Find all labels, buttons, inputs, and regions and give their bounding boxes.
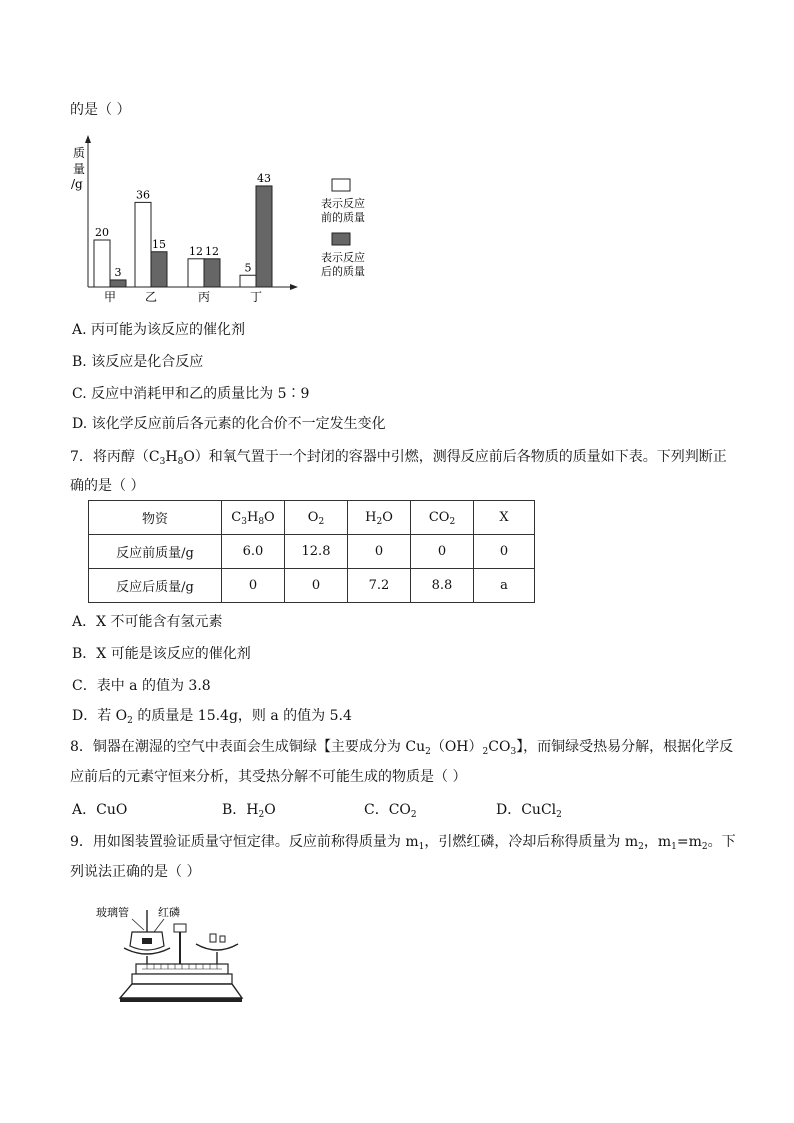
table-cell: 0 — [348, 535, 411, 569]
table-cell: 8.8 — [411, 569, 474, 603]
y-axis-label-3: /g — [71, 177, 83, 191]
table-row1-label: 反应前质量/g — [89, 535, 222, 569]
legend-swatch-after — [332, 233, 350, 245]
bar-value-label: 5 — [244, 261, 252, 275]
category-tick-label: 丁 — [249, 290, 263, 303]
table-cell: 6.0 — [222, 535, 285, 569]
q6-option-a[interactable]: A. 丙可能为该反应的催化剂 — [72, 322, 246, 338]
q9-stem-line2: 列说法正确的是（ ） — [70, 864, 201, 880]
bar-value-label: 43 — [257, 171, 271, 185]
category-tick-label: 丙 — [197, 290, 211, 303]
bar-before-1 — [135, 202, 151, 287]
category-tick-label: 乙 — [144, 290, 158, 303]
table-header-c3h8o: $C_3H_8O$ — [222, 501, 285, 535]
table-cell: 7.2 — [348, 569, 411, 603]
legend-label-before-1: 表示反应 — [321, 197, 365, 210]
label-glass-tube: 玻璃管 — [96, 906, 129, 919]
x-axis-arrow — [290, 284, 298, 290]
bar-before-2 — [188, 259, 204, 287]
bar-after-2 — [204, 259, 220, 287]
y-axis-label-2: 量 — [73, 162, 86, 176]
legend-label-before-2: 前的质量 — [321, 211, 365, 224]
table-header-label: 物资 — [89, 501, 222, 535]
q6-option-b[interactable]: B. 该反应是化合反应 — [72, 354, 204, 370]
y-axis-arrow — [85, 135, 91, 143]
bar-value-label: 20 — [95, 226, 109, 239]
q7-option-a[interactable]: A．X 不可能含有氢元素 — [72, 614, 223, 630]
bar-value-label: 36 — [136, 188, 150, 202]
balance-apparatus-figure — [92, 900, 252, 1005]
legend-swatch-before — [332, 179, 350, 191]
bar-before-0 — [94, 240, 110, 287]
q8-option-d[interactable]: D．CuCl$_2$ — [496, 802, 562, 820]
q8-stem-line2: 应前后的元素守恒来分析，其受热分解不可能生成的物质是（ ） — [70, 769, 467, 785]
table-cell: 12.8 — [285, 535, 348, 569]
table-header-x: X — [474, 501, 535, 535]
q7-mass-table — [88, 500, 535, 603]
bar-after-1 — [151, 252, 167, 287]
q9-stem: 9．用如图装置验证质量守恒定律。反应前称得质量为 $m_1$，引燃红磷，冷却后称得质量为 $m_2$，$m_1=m_2$。下 — [70, 834, 736, 852]
category-tick-label: 甲 — [103, 290, 117, 303]
table-row2-label: 反应后质量/g — [89, 569, 222, 603]
q7-stem: 7．将丙醇$(C_3H_8O)$和氧气置于一个封闭的容器中引燃，测得反应前后各物质的质量如下表。下列判断正 — [70, 449, 727, 467]
table-cell: 0 — [474, 535, 535, 569]
table-header-o2: $O_2$ — [285, 501, 348, 535]
mass-bar-chart — [66, 135, 386, 303]
q8-option-b[interactable]: B．$H_2O$ — [222, 802, 276, 820]
table-header-co2: $CO_2$ — [411, 501, 474, 535]
q8-option-a[interactable]: A．CuO — [72, 802, 128, 818]
y-axis-label-1: 质 — [73, 146, 86, 160]
bar-before-3 — [240, 275, 256, 287]
table-cell: a — [474, 569, 535, 603]
bar-value-label: 3 — [114, 265, 122, 279]
label-red-phosphorus: 红磷 — [158, 906, 180, 919]
table-header-h2o: $H_2O$ — [348, 501, 411, 535]
bar-after-0 — [110, 280, 126, 287]
table-cell: 0 — [411, 535, 474, 569]
bar-value-label: 15 — [152, 237, 166, 251]
q7-option-d[interactable]: D．若 $O_2$ 的质量是 15.4g，则 a 的值为 5.4 — [72, 708, 352, 726]
legend-label-after-2: 后的质量 — [321, 265, 365, 278]
q7-option-c[interactable]: C．表中 a 的值为 3.8 — [72, 678, 211, 694]
q6-stem-tail: 的是（ ） — [70, 102, 131, 118]
q7-option-b[interactable]: B．X 可能是该反应的催化剂 — [72, 646, 251, 662]
q6-option-c[interactable]: C. 反应中消耗甲和乙的质量比为 5∶9 — [72, 386, 310, 402]
bar-value-label: 12 — [189, 244, 203, 258]
table-cell: 0 — [222, 569, 285, 603]
q8-stem: 8．铜器在潮湿的空气中表面会生成铜绿【主要成分为 $Cu_2(OH)_2CO_3$】，而铜绿受热易分解，根据化学反 — [70, 739, 734, 757]
bar-after-3 — [256, 186, 272, 287]
q6-option-d[interactable]: D. 该化学反应前后各元素的化合价不一定发生变化 — [72, 416, 386, 432]
legend-label-after-1: 表示反应 — [321, 251, 365, 264]
table-cell: 0 — [285, 569, 348, 603]
q7-stem-line2: 确的是（ ） — [70, 478, 145, 494]
q8-option-c[interactable]: C．$CO_2$ — [364, 802, 417, 820]
bar-value-label: 12 — [205, 244, 219, 258]
